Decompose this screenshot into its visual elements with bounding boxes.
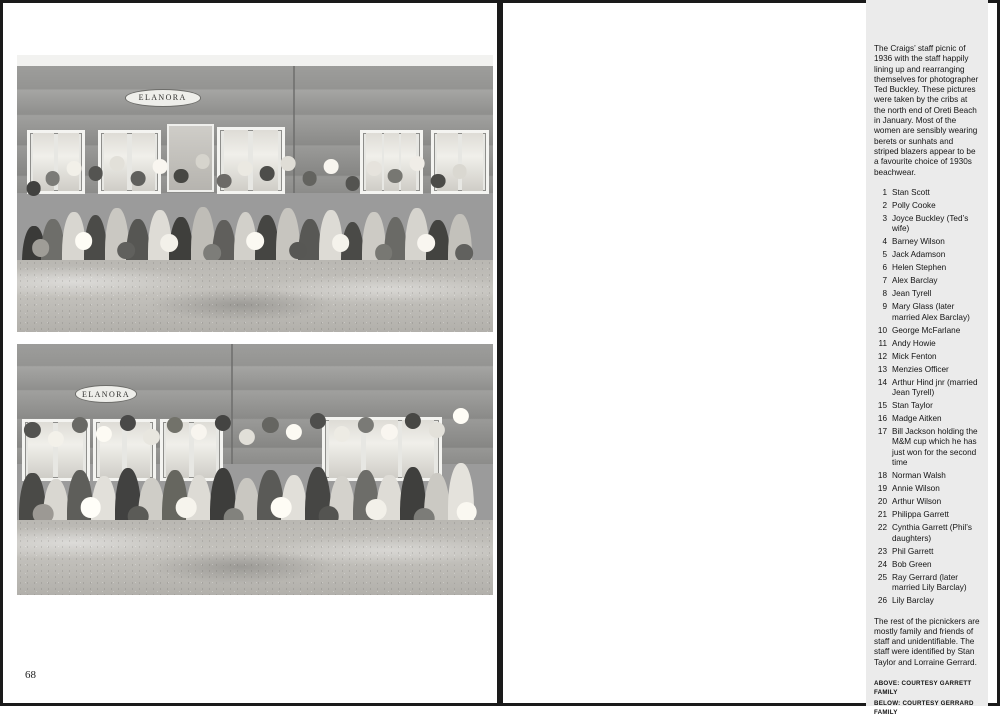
list-item xyxy=(874,596,980,606)
list-item xyxy=(874,188,980,198)
list-item xyxy=(874,497,980,507)
person-number: 1 xyxy=(882,187,887,197)
person-name: George McFarlane xyxy=(892,325,961,335)
list-item xyxy=(874,523,980,544)
left-page xyxy=(0,0,497,706)
person-name: Lily Barclay xyxy=(892,596,934,606)
list-item xyxy=(874,401,980,411)
list-item xyxy=(874,214,980,235)
person-number: 21 xyxy=(877,510,887,520)
list-item xyxy=(874,352,980,362)
person-number: 9 xyxy=(882,302,887,312)
person-number: 17 xyxy=(877,427,887,437)
list-item xyxy=(874,427,980,469)
person-number: 10 xyxy=(877,325,887,335)
person-number: 6 xyxy=(882,263,887,273)
list-item xyxy=(874,378,980,399)
list-item xyxy=(874,339,980,349)
person-number: 22 xyxy=(877,523,887,533)
list-item xyxy=(874,201,980,211)
list-item xyxy=(874,365,980,375)
person-name: Mick Fenton xyxy=(892,351,937,361)
person-number: 12 xyxy=(877,351,887,361)
photo-credit-below: BELOW: COURTESY GERRARD FAMILY xyxy=(874,700,974,716)
person-name: Stan Taylor xyxy=(892,401,933,411)
person-name: Menzies Officer xyxy=(892,364,949,374)
person-name: Alex Barclay xyxy=(892,276,938,286)
list-item xyxy=(874,547,980,557)
list-item xyxy=(874,276,980,286)
person-name: Philippa Garrett xyxy=(892,510,949,520)
list-item xyxy=(874,573,980,594)
person-name: Cynthia Garrett (Phil’s daughters) xyxy=(892,523,972,543)
person-name: Barney Wilson xyxy=(892,237,945,247)
photo-sand xyxy=(17,260,493,332)
person-number: 19 xyxy=(877,484,887,494)
person-number: 8 xyxy=(882,289,887,299)
person-name: Andy Howie xyxy=(892,338,936,348)
list-item xyxy=(874,560,980,570)
person-number: 18 xyxy=(877,471,887,481)
person-name: Helen Stephen xyxy=(892,263,947,273)
person-name: Bill Jackson holding the M&M cup which he has just won for the second time xyxy=(892,427,978,468)
person-number: 25 xyxy=(877,572,887,582)
person-number: 23 xyxy=(877,546,887,556)
person-name: Annie Wilson xyxy=(892,484,940,494)
person-name: Mary Glass (later married Alex Barclay) xyxy=(892,302,970,322)
person-name: Jack Adamson xyxy=(892,250,946,260)
sidebar-caption: The Craigs’ staff picnic of 1936 with the staff happily lining up and rearranging themselves for photographer Ted Buckley. These pictures were taken by the cribs at the north end of Oreti Beach in January. Most of the women are sensibly wearing berets or sunhats and striped blazers appear to be a favourite choice of 1930s beachwear. xyxy=(874,44,979,177)
person-number: 14 xyxy=(877,377,887,387)
person-number: 16 xyxy=(877,414,887,424)
photo-credit-above: ABOVE: COURTESY GARRETT FAMILY xyxy=(874,680,972,696)
person-number: 2 xyxy=(882,200,887,210)
person-number: 7 xyxy=(882,276,887,286)
photo-sand xyxy=(17,520,493,595)
person-number: 4 xyxy=(882,237,887,247)
bottom-photo xyxy=(17,344,493,595)
person-number: 11 xyxy=(878,338,887,348)
list-item xyxy=(874,289,980,299)
person-name: Jean Tyrell xyxy=(892,289,932,299)
person-name: Madge Aitken xyxy=(892,414,942,424)
person-number: 26 xyxy=(877,596,887,606)
list-item xyxy=(874,484,980,494)
list-item xyxy=(874,510,980,520)
list-item xyxy=(874,302,980,323)
person-name: Joyce Buckley (Ted’s wife) xyxy=(892,213,969,234)
person-name: Phil Garrett xyxy=(892,546,934,556)
photo-sky xyxy=(17,55,493,66)
person-name: Polly Cooke xyxy=(892,200,936,210)
top-photo xyxy=(17,55,493,332)
person-number: 13 xyxy=(877,364,887,374)
person-name: Ray Gerrard (later married Lily Barclay) xyxy=(892,572,967,593)
person-number: 20 xyxy=(877,497,887,507)
person-name: Arthur Wilson xyxy=(892,497,942,507)
sidebar-note: The rest of the picnickers are mostly family and friends of staff and unidentifiable. The staff were identified by Stan Taylor and Lorraine Gerrard. xyxy=(874,616,980,667)
person-name: Norman Walsh xyxy=(892,471,946,481)
person-name: Arthur Hind jnr (married Jean Tyrell) xyxy=(892,377,978,398)
page-number-left: 68 xyxy=(25,669,36,681)
list-item xyxy=(874,250,980,260)
person-number: 5 xyxy=(882,250,887,260)
list-item xyxy=(874,263,980,273)
list-item xyxy=(874,414,980,424)
list-item xyxy=(874,471,980,481)
person-number: 15 xyxy=(877,401,887,411)
crib-name-sign: ELANORA xyxy=(75,385,137,403)
list-item xyxy=(874,237,980,247)
person-name: Stan Scott xyxy=(892,187,930,197)
person-name: Bob Green xyxy=(892,559,932,569)
person-number: 24 xyxy=(877,559,887,569)
crib-name-sign: ELANORA xyxy=(125,89,201,107)
caption-sidebar xyxy=(866,0,988,716)
list-item xyxy=(874,326,980,336)
person-number: 3 xyxy=(882,213,887,223)
identification-list xyxy=(874,188,980,607)
